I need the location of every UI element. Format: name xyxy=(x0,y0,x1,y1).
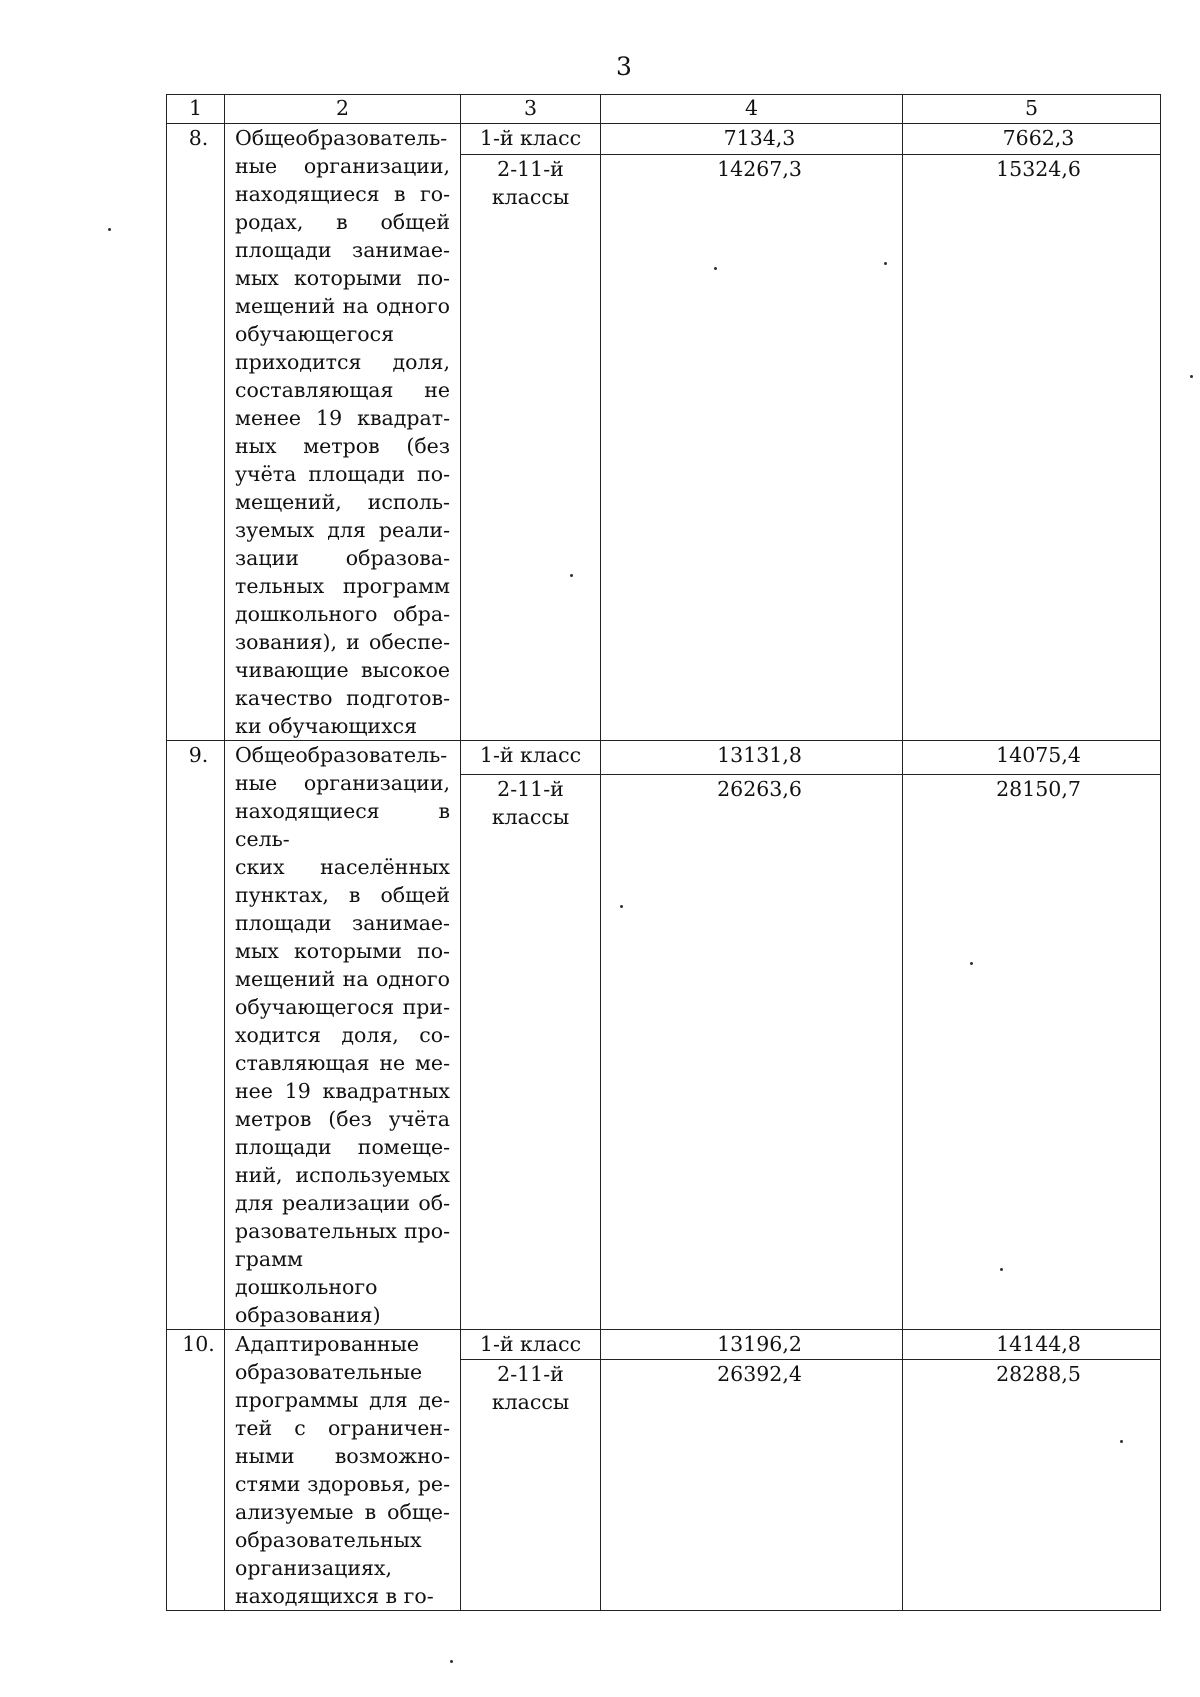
value-col4: 7134,3 xyxy=(601,124,903,155)
class-label xyxy=(461,775,601,1330)
class-label: 1-й класс xyxy=(461,741,601,775)
value-col4: 26392,4 xyxy=(601,1360,903,1611)
description-line: качество подготов- xyxy=(235,686,450,710)
description-line: ными возможно- xyxy=(235,1444,450,1468)
class-label-line: классы xyxy=(491,185,570,210)
row-number: 9. xyxy=(167,741,225,1330)
class-label-line: 2-11-й xyxy=(497,777,564,802)
description-line: образовательных xyxy=(235,1528,422,1552)
value-col5: 7662,3 xyxy=(903,124,1161,155)
value-col4: 13131,8 xyxy=(601,741,903,775)
class-label-line: 2-11-й xyxy=(497,157,564,182)
description-line: ные организации, xyxy=(235,771,450,795)
description-line: организациях, xyxy=(235,1556,393,1580)
description-line: площади занимае- xyxy=(235,911,450,935)
header-cell: 3 xyxy=(461,95,601,124)
scan-speck xyxy=(108,228,111,231)
page-number: 3 xyxy=(616,52,632,81)
description-line: дошкольного обра- xyxy=(235,602,450,626)
description-line: мещений, исполь- xyxy=(235,490,450,514)
description-line: ний, используемых xyxy=(235,1163,450,1187)
description-line: нее 19 квадратных xyxy=(235,1079,450,1103)
class-label xyxy=(461,1360,601,1611)
row-description xyxy=(225,741,461,1330)
row-description xyxy=(225,1330,461,1611)
description-line: мещений на одного xyxy=(235,294,450,318)
scan-speck xyxy=(1120,1440,1123,1443)
class-label: 1-й класс xyxy=(461,1330,601,1360)
table-header-row xyxy=(167,95,1161,124)
scan-speck xyxy=(620,905,623,908)
description-line: ные организации, xyxy=(235,154,450,178)
description-line: стями здоровья, ре- xyxy=(235,1472,450,1496)
value-col5: 28288,5 xyxy=(903,1360,1161,1611)
description-line: Общеобразователь- xyxy=(235,743,448,767)
value-col5: 14144,8 xyxy=(903,1330,1161,1360)
table-row xyxy=(167,741,1161,775)
scan-speck xyxy=(1190,375,1193,378)
description-line: мещений на одного xyxy=(235,967,450,991)
description-line: площади занимае- xyxy=(235,238,450,262)
description-line: ализуемые в обще- xyxy=(235,1500,450,1524)
scan-speck xyxy=(970,962,973,965)
description-line: программы для де- xyxy=(235,1388,450,1412)
description-line: тей с ограничен- xyxy=(235,1416,450,1440)
description-line: находящиеся в сель- xyxy=(235,799,450,851)
description-line: тельных программ xyxy=(235,574,450,598)
value-col4: 13196,2 xyxy=(601,1330,903,1360)
description-line: ских населённых xyxy=(235,855,450,879)
description-line: ных метров (без xyxy=(235,434,450,458)
value-col5: 14075,4 xyxy=(903,741,1161,775)
header-cell: 1 xyxy=(167,95,225,124)
table-row xyxy=(167,1330,1161,1360)
description-line: обучающегося xyxy=(235,322,395,346)
norms-table xyxy=(166,94,1161,1611)
description-line: разовательных про- xyxy=(235,1219,450,1243)
class-label: 1-й класс xyxy=(461,124,601,155)
scan-speck xyxy=(1000,1268,1003,1271)
description-line: пунктах, в общей xyxy=(235,883,450,907)
description-line: образования) xyxy=(235,1303,381,1327)
description-line: для реализации об- xyxy=(235,1191,450,1215)
description-line: родах, в общей xyxy=(235,210,450,234)
description-line: ки обучающихся xyxy=(235,714,418,738)
description-line: мых которыми по- xyxy=(235,939,450,963)
description-line: Общеобразователь- xyxy=(235,126,448,150)
scan-speck xyxy=(570,574,573,577)
value-col5: 15324,6 xyxy=(903,155,1161,741)
description-line: ставляющая не ме- xyxy=(235,1051,450,1075)
description-line: находящихся в го- xyxy=(235,1584,434,1608)
description-line: образовательные xyxy=(235,1360,423,1384)
description-line: учёта площади по- xyxy=(235,462,450,486)
description-line: зуемых для реали- xyxy=(235,518,450,542)
scan-speck xyxy=(714,267,717,270)
description-line: зования), и обеспе- xyxy=(235,630,450,654)
description-line: менее 19 квадрат- xyxy=(235,406,450,430)
description-line: грамм дошкольного xyxy=(235,1247,378,1299)
description-line: зации образова- xyxy=(235,546,450,570)
value-col4: 26263,6 xyxy=(601,775,903,1330)
description-line: находящиеся в го- xyxy=(235,182,450,206)
class-label xyxy=(461,155,601,741)
description-line: приходится доля, xyxy=(235,350,450,374)
value-col4: 14267,3 xyxy=(601,155,903,741)
description-line: метров (без учёта xyxy=(235,1107,450,1131)
description-line: площади помеще- xyxy=(235,1135,450,1159)
table-row xyxy=(167,124,1161,155)
value-col5: 28150,7 xyxy=(903,775,1161,1330)
header-cell: 4 xyxy=(601,95,903,124)
row-number: 8. xyxy=(167,124,225,741)
scan-speck xyxy=(450,1660,453,1663)
scan-speck xyxy=(884,262,887,265)
description-line: обучающегося при- xyxy=(235,995,450,1019)
description-line: чивающие высокое xyxy=(235,658,450,682)
row-description xyxy=(225,124,461,741)
class-label-line: классы xyxy=(491,805,570,830)
class-label-line: классы xyxy=(491,1390,570,1415)
description-line: составляющая не xyxy=(235,378,450,402)
header-cell: 5 xyxy=(903,95,1161,124)
row-number: 10. xyxy=(167,1330,225,1611)
description-line: ходится доля, со- xyxy=(235,1023,450,1047)
class-label-line: 2-11-й xyxy=(497,1362,564,1387)
description-line: Адаптированные xyxy=(235,1332,420,1356)
header-cell: 2 xyxy=(225,95,461,124)
description-line: мых которыми по- xyxy=(235,266,450,290)
